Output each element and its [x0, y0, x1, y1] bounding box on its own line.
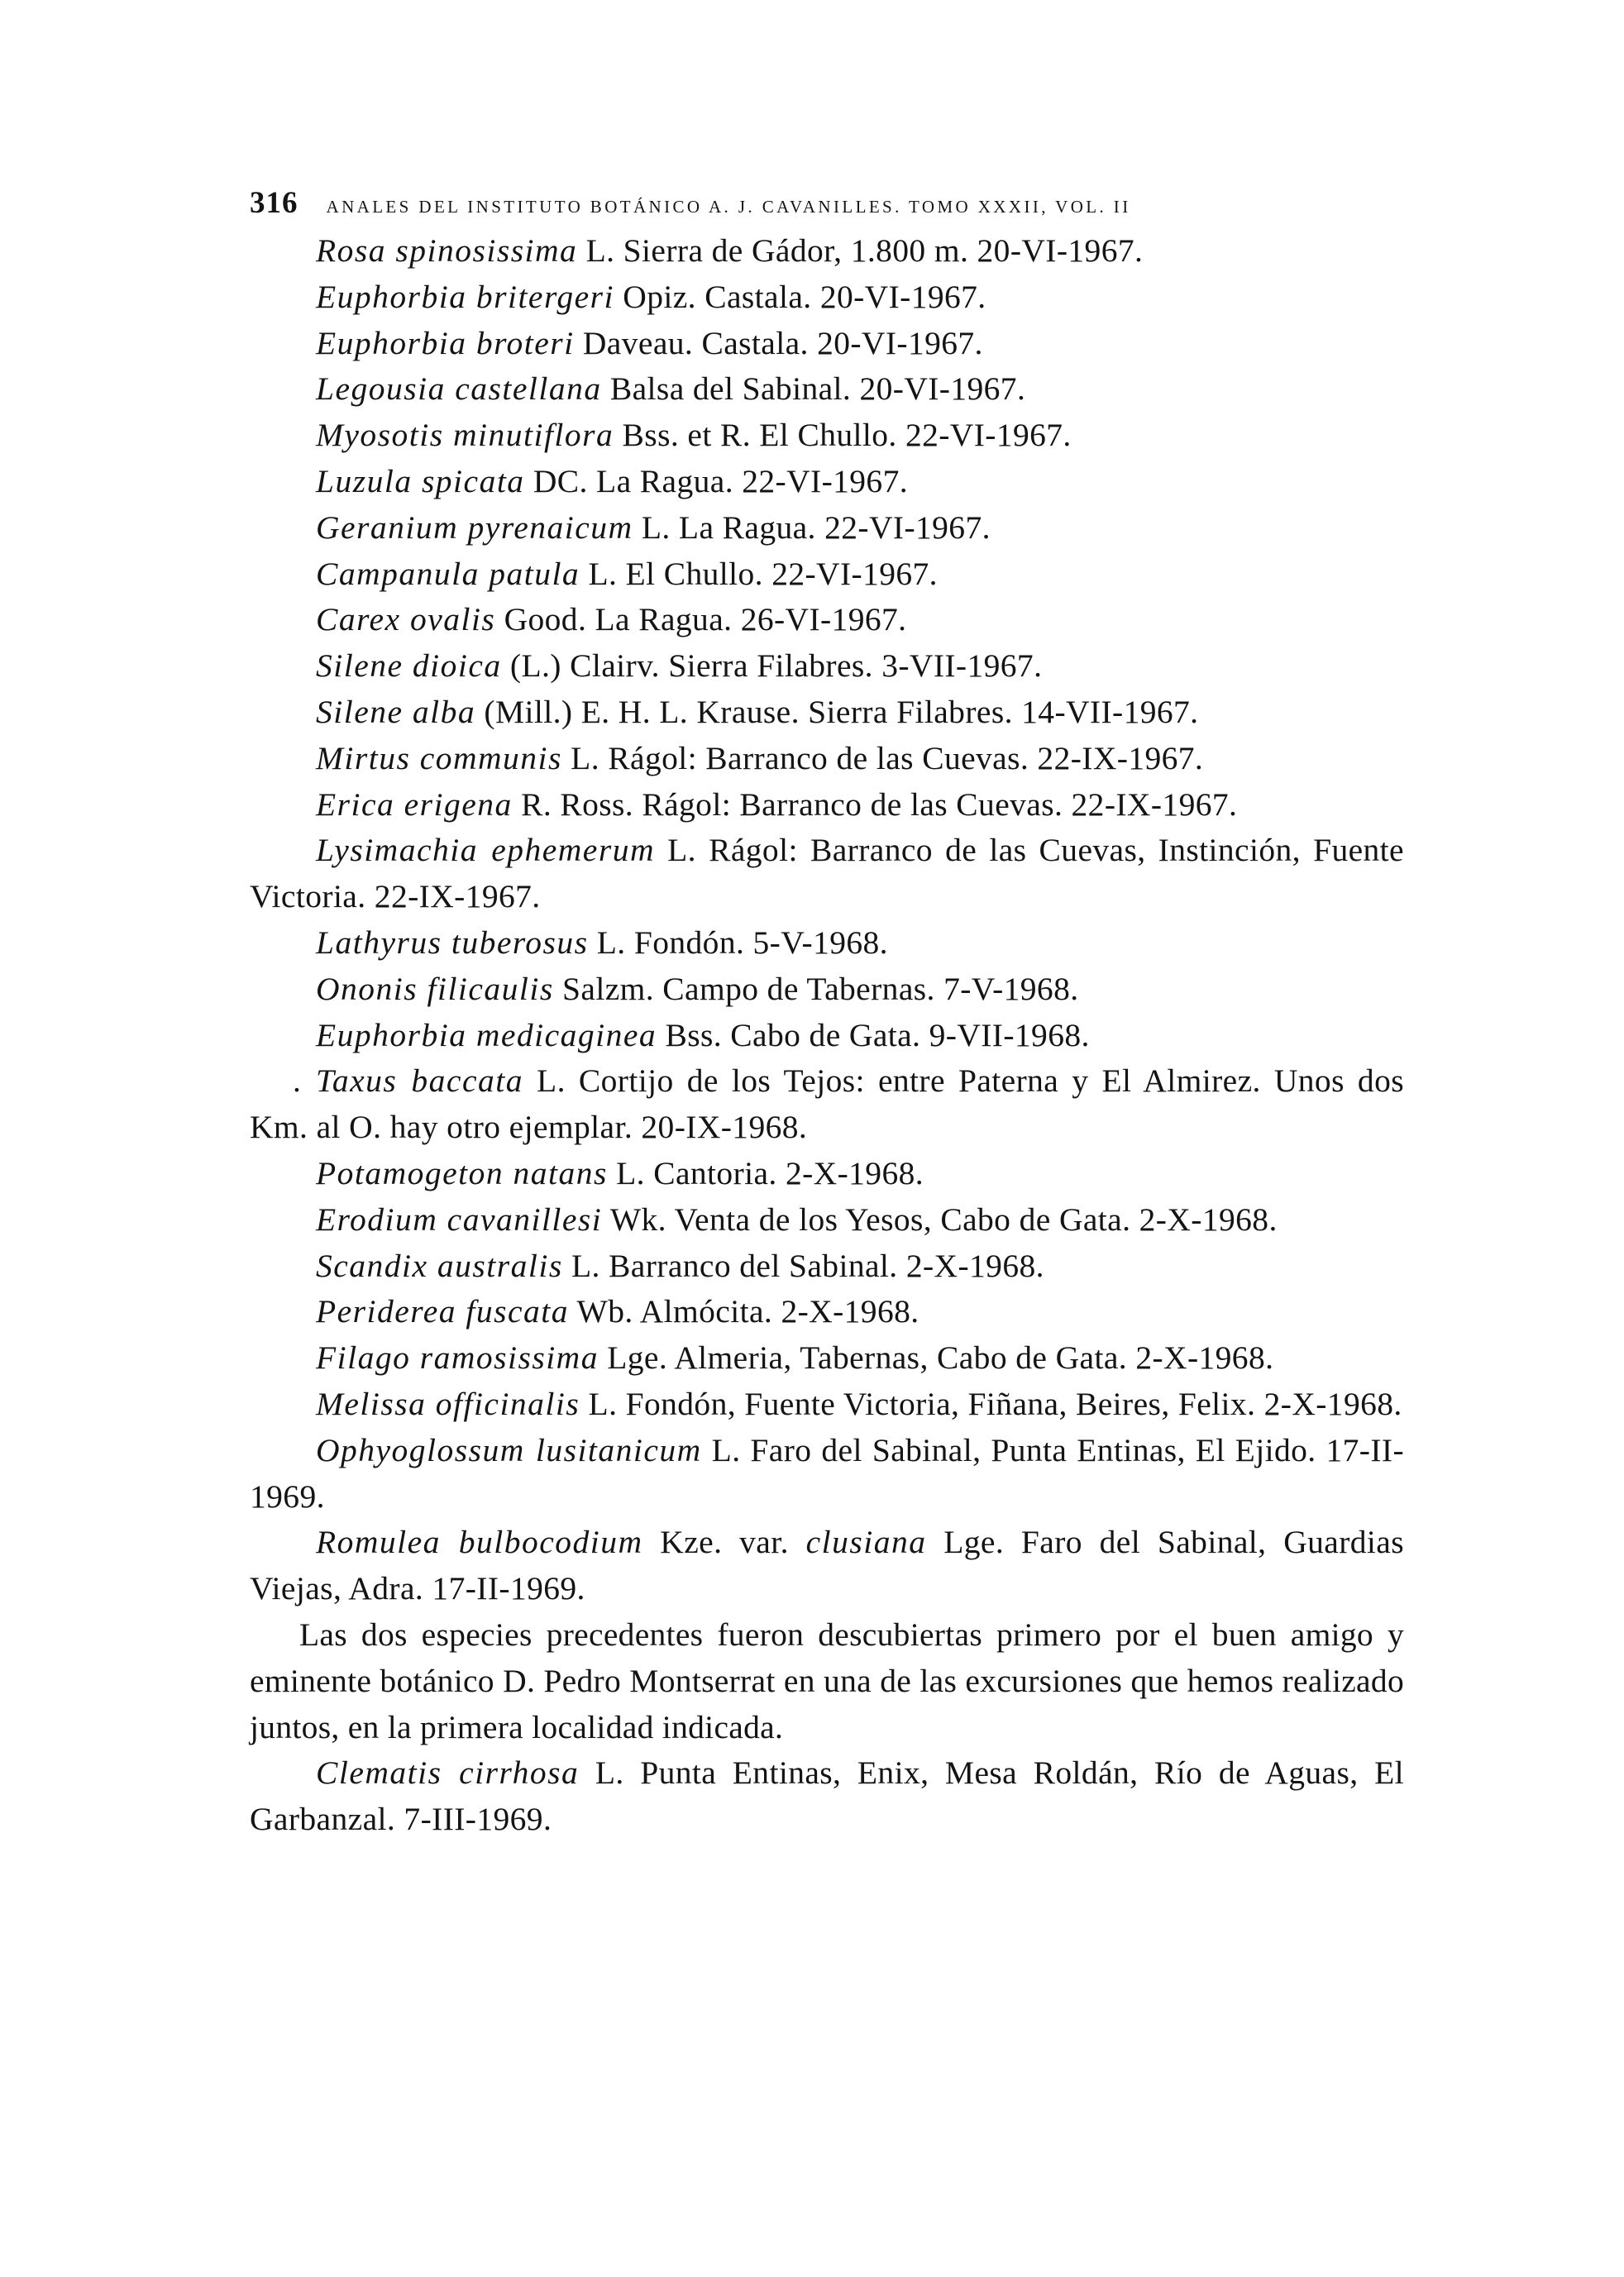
species-name: Euphorbia broteri [316, 324, 575, 361]
entry-details: Wk. Venta de los Yesos, Cabo de Gata. 2-X-1968. [602, 1201, 1278, 1238]
species-entry [250, 321, 1404, 367]
species-name: Geranium pyrenaicum [316, 508, 633, 546]
entry-details: L. Fondón. 5-V-1968. [588, 924, 888, 961]
running-head: ANALES DEL INSTITUTO BOTÁNICO A. J. CAVANILLES. TOMO XXXII, VOL. II [326, 197, 1131, 217]
species-name: Erodium cavanillesi [316, 1201, 603, 1238]
species-name: Melissa officinalis [316, 1385, 580, 1422]
species-name: Taxus baccata [316, 1062, 523, 1100]
species-name: Luzula spicata [316, 462, 525, 499]
species-entry [250, 366, 1404, 413]
species-entry [250, 1244, 1404, 1290]
species-entry [250, 1520, 1404, 1612]
entry-details: R. Ross. Rágol: Barranco de las Cuevas. 22-IX-1967. [512, 785, 1238, 823]
entry-details: (Mill.) E. H. L. Krause. Sierra Filabres. 14-VII-1967. [475, 693, 1199, 730]
species-entry [250, 597, 1404, 643]
species-name: Carex ovalis [316, 601, 496, 638]
species-name: Rosa spinosissima [316, 232, 578, 269]
species-name: Romulea bulbocodium [316, 1524, 643, 1561]
entry-details: Lge. Faro del Sabinal, Guardias Viejas, Adra. 17-II-1969. [250, 1524, 1404, 1607]
species-entry [250, 782, 1404, 828]
entry-details: Balsa del Sabinal. 20-VI-1967. [601, 370, 1026, 408]
entry-details: L. Sierra de Gádor, 1.800 m. 20-VI-1967. [577, 232, 1144, 269]
species-name: Erica erigena [316, 785, 513, 823]
entry-details: DC. La Ragua. 22-VI-1967. [524, 462, 909, 499]
species-entry [250, 551, 1404, 598]
species-list [250, 228, 1404, 1843]
species-entry [250, 459, 1404, 505]
entry-details: L. Cortijo de los Tejos: entre Paterna y El Almirez. Unos dos Km. al O. hay otro ejemplar. 20-IX-1968. [250, 1062, 1404, 1146]
entry-details: L. Rágol: Barranco de las Cuevas, Instinción, Fuente Victoria. 22-IX-1967. [250, 832, 1404, 915]
species-name: Periderea fuscata [316, 1293, 569, 1330]
species-entry [250, 1750, 1404, 1843]
entry-details: L. Barranco del Sabinal. 2-X-1968. [562, 1247, 1044, 1284]
entry-details: L. Fondón, Fuente Victoria, Fiñana, Beires, Felix. 2-X-1968. [580, 1385, 1402, 1422]
variety-name: clusiana [805, 1524, 927, 1561]
entry-details: Daveau. Castala. 20-VI-1967. [574, 324, 983, 361]
species-entry [250, 1382, 1404, 1428]
species-name: Mirtus communis [316, 739, 562, 776]
species-name: Filago ramosissima [316, 1339, 599, 1377]
species-name: Silene alba [316, 693, 476, 730]
species-name: Scandix australis [316, 1247, 563, 1284]
species-entry [250, 1151, 1404, 1197]
entry-details: Salzm. Campo de Tabernas. 7-V-1968. [553, 970, 1079, 1007]
entry-details: L. Cantoria. 2-X-1968. [607, 1154, 924, 1191]
species-entry [250, 1197, 1404, 1244]
species-name: Euphorbia medicaginea [316, 1016, 657, 1053]
species-entry [250, 690, 1404, 736]
entry-details: (L.) Clairv. Sierra Filabres. 3-VII-1967. [501, 647, 1043, 685]
species-entry [250, 1289, 1404, 1335]
species-name: Silene dioica [316, 647, 502, 685]
species-name: Campanula patula [316, 555, 580, 592]
entry-details: Kze. var. [642, 1524, 806, 1561]
species-entry [250, 736, 1404, 782]
species-name: Ophyoglossum lusitanicum [316, 1431, 702, 1468]
species-entry [250, 1058, 1404, 1151]
species-entry [250, 1335, 1404, 1382]
bullet-mark: . [293, 1062, 301, 1100]
species-entry [250, 413, 1404, 459]
species-name: Potamogeton natans [316, 1154, 608, 1191]
page-header [250, 180, 1325, 232]
entry-details: L. La Ragua. 22-VI-1967. [633, 508, 991, 546]
entry-details: L. Punta Entinas, Enix, Mesa Roldán, Río de Aguas, El Garbanzal. 7-III-1969. [250, 1754, 1404, 1838]
species-name: Euphorbia britergeri [316, 278, 614, 315]
species-entry [250, 828, 1404, 920]
entry-details: Good. La Ragua. 26-VI-1967. [495, 601, 907, 638]
note-paragraph: Las dos especies precedentes fueron descubiertas primero por el buen amigo y eminente botánico D. Pedro Montserrat en una de las excursiones que hemos realizado juntos, en la primera localidad indicada. [250, 1616, 1404, 1745]
entry-details: L. Faro del Sabinal, Punta Entinas, El Ejido. 17-II-1969. [250, 1431, 1404, 1515]
species-entry [250, 1013, 1404, 1059]
species-entry [250, 967, 1404, 1013]
species-name: Lysimachia ephemerum [316, 832, 655, 869]
entry-details: Wb. Almócita. 2-X-1968. [568, 1293, 919, 1330]
species-name: Legousia castellana [316, 370, 602, 408]
species-name: Lathyrus tuberosus [316, 924, 589, 961]
species-name: Clematis cirrhosa [316, 1754, 580, 1792]
entry-details: Lge. Almeria, Tabernas, Cabo de Gata. 2-X-1968. [598, 1339, 1274, 1377]
entry-details: L. Rágol: Barranco de las Cuevas. 22-IX-1967. [561, 739, 1204, 776]
species-entry [250, 920, 1404, 967]
species-name: Ononis filicaulis [316, 970, 554, 1007]
species-entry [250, 274, 1404, 321]
species-name: Myosotis minutiflora [316, 417, 614, 454]
page-number: 316 [250, 186, 299, 220]
species-entry [250, 228, 1404, 274]
species-entry [250, 643, 1404, 690]
entry-details: Opiz. Castala. 20-VI-1967. [614, 278, 986, 315]
entry-details: Bss. Cabo de Gata. 9-VII-1968. [657, 1016, 1090, 1053]
species-entry [250, 1428, 1404, 1520]
species-entry [250, 505, 1404, 551]
entry-details: L. El Chullo. 22-VI-1967. [580, 555, 938, 592]
entry-details: Bss. et R. El Chullo. 22-VI-1967. [614, 417, 1072, 454]
